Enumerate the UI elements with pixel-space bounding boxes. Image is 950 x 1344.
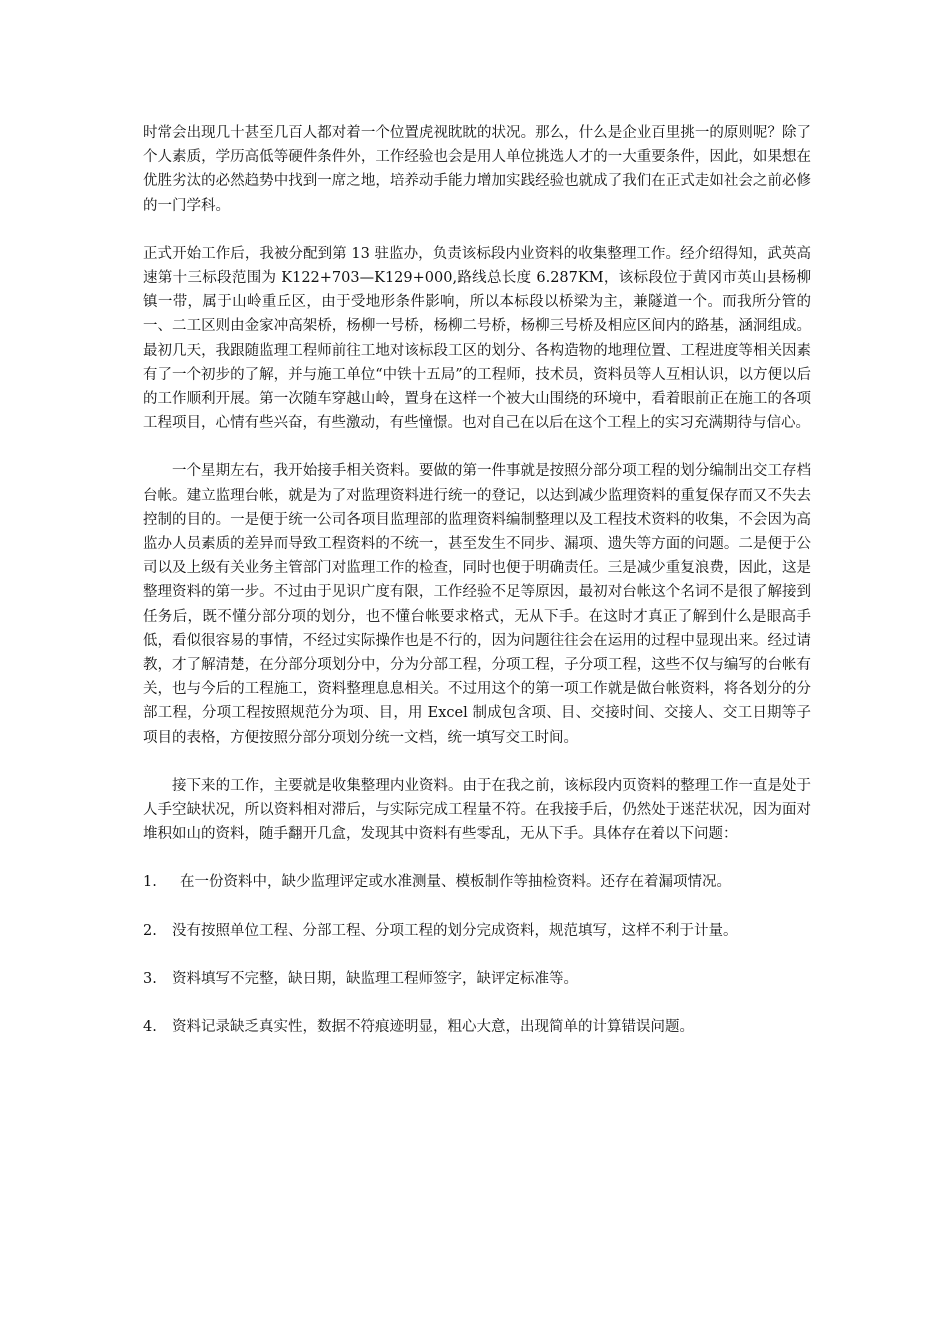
paragraph-4: 接下来的工作，主要就是收集整理内业资料。由于在我之前，该标段内页资料的整理工作一直是处于人手空缺状况，所以资料相对滞后，与实际完成工程量不符。在我接手后，仍然处于迷茫状况，因为面对堆积如山的资料，随手翻开几盒，发现其中资料有些零乱，无从下手。具体存在着以下问题： — [143, 777, 811, 843]
list-number: 3. — [143, 970, 157, 987]
paragraph-1: 时常会出现几十甚至几百人都对着一个位置虎视眈眈的状况。那么，什么是企业百里挑一的原则呢？除了个人素质，学历高低等硬件条件外，工作经验也会是用人单位挑选人才的一大重要条件，因此，如果想在优胜劣汰的必然趋势中找到一席之地，培养动手能力增加实践经验也就成了我们在正式走如社会之前必修的一门学科。 — [143, 125, 811, 214]
list-item-3 — [143, 967, 811, 991]
list-item-4 — [143, 1015, 811, 1039]
list-item-2 — [143, 919, 811, 943]
paragraph-3: 一个星期左右，我开始接手相关资料。要做的第一件事就是按照分部分项工程的划分编制出交工存档台帐。建立监理台帐，就是为了对监理资料进行统一的登记，以达到减少监理资料的重复保存而又不失去控制的目的。一是便于统一公司各项目监理部的监理资料编制整理以及工程技术资料的收集，不会因为高监办人员素质的差异而导致工程资料的不统一，甚至发生不同步、漏项、遗失等方面的问题。二是便于公司以及上级有关业务主管部门对监理工作的检查，同时也便于明确责任。三是减少重复浪费，因此，这是整理资料的第一步。不过由于见识广度有限，工作经验不足等原因，最初对台帐这个名词不是很了解接到任务后，既不懂分部分项的划分，也不懂台帐要求格式，无从下手。在这时才真正了解到什么是眼高手低，看似很容易的事情，不经过实际操作也是不行的，因为问题往往会在运用的过程中显现出来。经过请教，才了解清楚，在分部分项划分中，分为分部工程，分项工程，子分项工程，这些不仅与编写的台帐有关，也与今后的工程施工，资料整理息息相关。不过用这个的第一项工作就是做台帐资料，将各划分的分部工程，分项工程按照规范分为项、目，用 Excel 制成包含项、目、交接时间、交接人、交工日期等子项目的表格，方便按照分部分项划分统一文档，统一填写交工时间。 — [143, 463, 811, 746]
list-text: 资料填写不完整，缺日期，缺监理工程师签字，缺评定标准等。 — [172, 970, 578, 987]
list-text: 资料记录缺乏真实性，数据不符痕迹明显，粗心大意，出现简单的计算错误问题。 — [172, 1019, 694, 1036]
list-text: 没有按照单位工程、分部工程、分项工程的划分完成资料，规范填写，这样不利于计量。 — [172, 922, 738, 939]
paragraph-2: 正式开始工作后，我被分配到第 13 驻监办，负责该标段内业资料的收集整理工作。经介绍得知，武英高速第十三标段范围为 K122+703—K129+000,路线总长度 6.287KM，该标段位于黄冈市英山县杨柳镇一带，属于山岭重丘区，由于受地形条件影响，所以本标段以桥梁为主，兼隧道一个。而我所分管的一、二工区则由金家冲高架桥，杨柳一号桥，杨柳二号桥，杨柳三号桥及相应区间内的路基，涵洞组成。最初几天，我跟随监理工程师前往工地对该标段工区的划分、各构造物的地理位置、工程进度等相关因素有了一个初步的了解，并与施工单位“中铁十五局”的工程师，技术员，资料员等人互相认识，以方便以后的工作顺利开展。第一次随车穿越山岭，置身在这样一个被大山围绕的环境中，看着眼前正在施工的各项工程项目，心情有些兴奋，有些激动，有些憧憬。也对自己在以后在这个工程上的实习充满期待与信心。 — [143, 245, 811, 432]
list-item-1 — [143, 870, 811, 894]
list-text: 在一份资料中，缺少监理评定或水准测量、模板制作等抽检资料。还存在着漏项情况。 — [180, 874, 731, 891]
list-number: 2. — [143, 922, 157, 939]
list-number: 1. — [143, 874, 157, 891]
document-body — [143, 121, 811, 1063]
list-number: 4. — [143, 1019, 157, 1036]
